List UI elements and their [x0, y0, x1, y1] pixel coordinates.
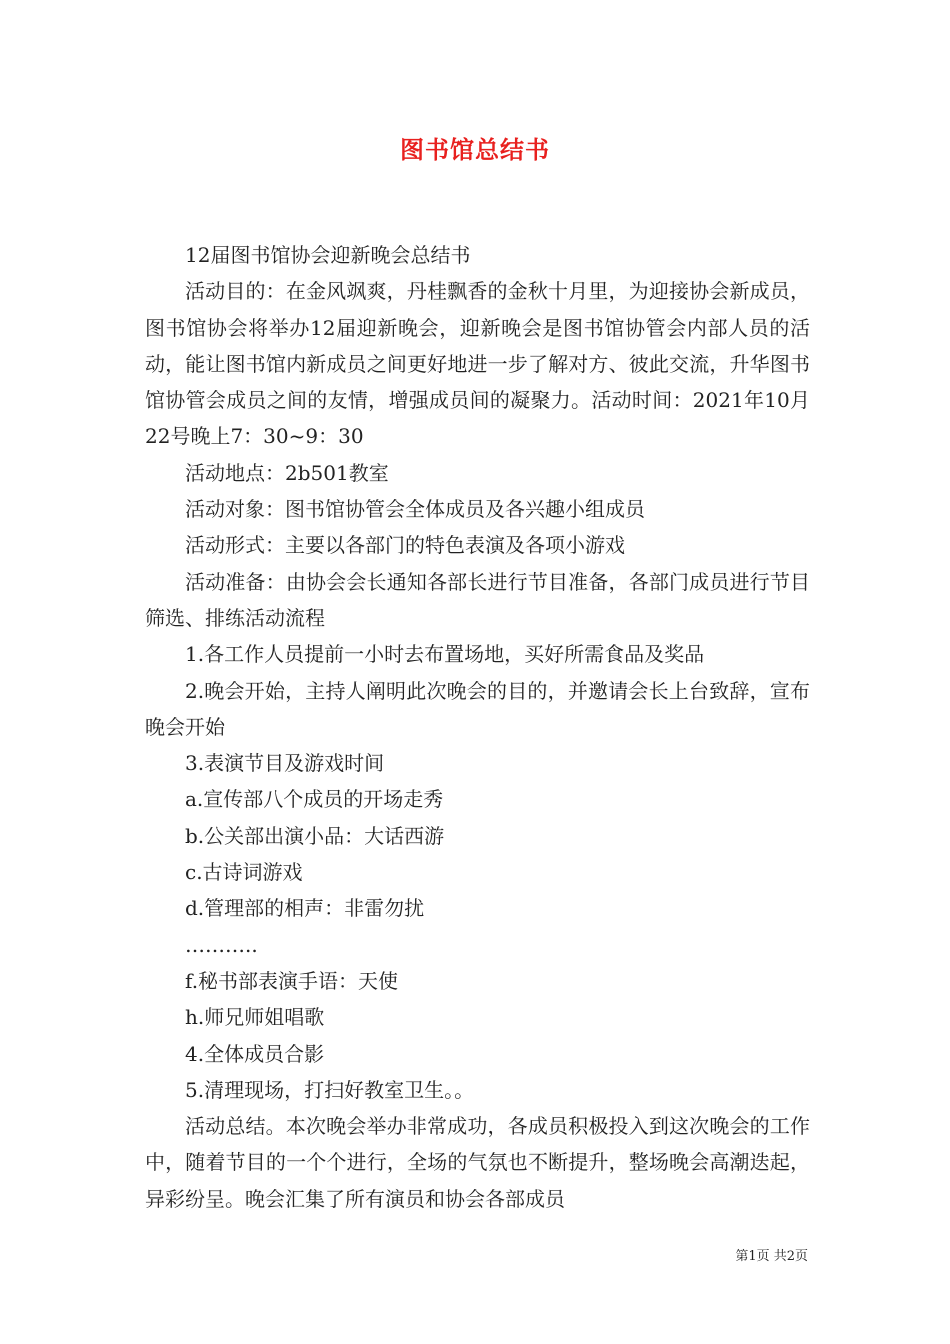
list-item: 3.表演节目及游戏时间	[185, 751, 385, 776]
list-item: b.公关部出演小品：大话西游	[185, 823, 445, 848]
paragraph-purpose: 活动目的：在金风飒爽，丹桂飘香的金秋十月里，为迎接协会新成员，图书馆协会将举办12届迎新晚会，迎新晚会是图书馆协管会内部人员的活动，能让图书馆内新成员之间更好地进一步了解对方、彼此交流，升华图书馆协管会成员之间的友情，增强成员间的凝聚力。活动时间：2021年10月22号晚上7：30~9：30	[145, 279, 810, 449]
paragraph-location: 活动地点：2b501教室	[185, 460, 389, 485]
list-item: h.师兄师姐唱歌	[185, 1005, 325, 1030]
list-item: a.宣传部八个成员的开场走秀	[185, 787, 444, 812]
list-item: 5.清理现场，打扫好教室卫生。。	[185, 1077, 475, 1102]
list-item: 4.全体成员合影	[185, 1041, 325, 1066]
paragraph-audience: 活动对象：图书馆协管会全体成员及各兴趣小组成员	[185, 497, 645, 522]
list-item-ellipsis: ………..	[185, 932, 258, 957]
paragraph-summary: 活动总结。本次晚会举办非常成功，各成员积极投入到这次晚会的工作中，随着节目的一个个进行，全场的气氛也不断提升，整场晚会高潮迭起，异彩纷呈。晚会汇集了所有演员和协会各部成员	[145, 1114, 810, 1211]
paragraph-preparation: 活动准备：由协会会长通知各部长进行节目准备，各部门成员进行节目筛选、排练活动流程	[145, 569, 810, 630]
list-item: c.古诗词游戏	[185, 860, 303, 885]
list-item: 1.各工作人员提前一小时去布置场地，买好所需食品及奖品	[185, 642, 705, 667]
paragraph-format: 活动形式：主要以各部门的特色表演及各项小游戏	[185, 533, 625, 558]
document-body	[145, 237, 810, 1217]
page-number: 第1页 共2页	[735, 1249, 808, 1264]
list-item: 2.晚会开始，主持人阐明此次晚会的目的，并邀请会长上台致辞，宣布晚会开始	[145, 678, 810, 739]
paragraph-heading: 12届图书馆协会迎新晚会总结书	[185, 243, 471, 267]
list-item: f.秘书部表演手语：天使	[185, 968, 399, 993]
document-title: 图书馆总结书	[400, 135, 550, 164]
list-item: d.管理部的相声：非雷勿扰	[185, 896, 425, 921]
